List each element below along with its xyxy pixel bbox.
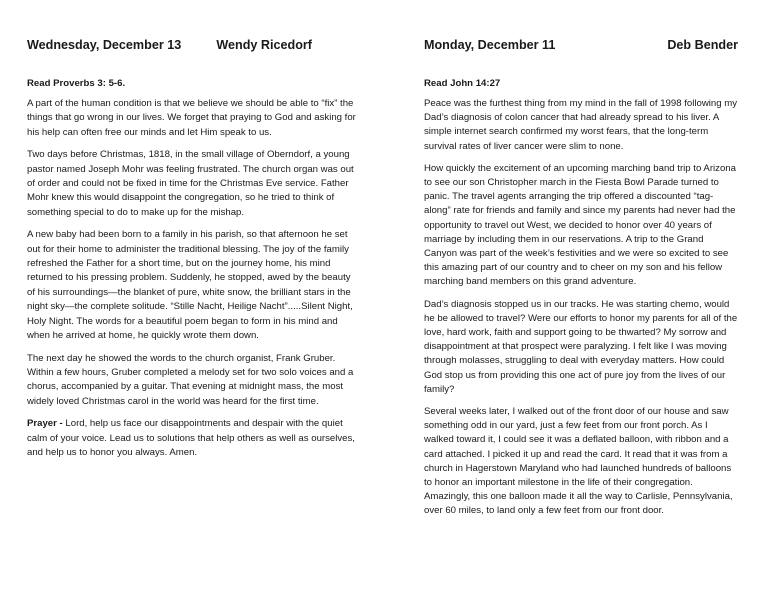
right-page-author: Deb Bender <box>667 38 738 52</box>
right-page-reading: Read John 14:27 <box>424 78 501 89</box>
right-paragraph-2: How quickly the excitement of an upcoming marching band trip to Arizona to see our son Christopher march in the Fiesta Bowl Parade turned to panic. The travel agents arranging the trip offered a discounted “tag-along” rate for friends and family and since my parents had never had the opportunity to travel out West, we decided to honor over 40 years of marriage by including them in our reservations. A trip to the Grand Canyon was part of the week’s festivities and we were so excited to see this amazing part of our country and to cheer on my son and his fellow marching band members on this grand adventure. <box>424 162 736 288</box>
right-paragraph-3: Dad’s diagnosis stopped us in our tracks. He was starting chemo, would he be allowed to travel? Were our efforts to honor my parents for all of the love, hard work, faith and support going to be thwarted? My sorrow and disappointment at that prospect were paralyzing. I felt like I was moving through molasses, struggling to deal with everyday matters. How could God stop us from providing this one act of pure joy from the lives of our family? <box>424 298 738 395</box>
right-page <box>396 0 768 594</box>
left-paragraph-1: A part of the human condition is that we believe we should be able to “fix” the things that go wrong in our lives. We forget that praying to God and asking for his help can often free our minds and let Him speak to us. <box>27 98 356 138</box>
left-page-date: Wednesday, December 13 <box>27 38 182 52</box>
prayer-text: Lord, help us face our disappointments and despair with the quiet calm of your voice. Lead us to solutions that help others as well as ourselves, and help us to honor you always. Amen. <box>27 418 355 458</box>
right-paragraph-1: Peace was the furthest thing from my mind in the fall of 1998 following my Dad’s diagnosis of colon cancer that had already spread to his liver. A simple internet search confirmed my worst fears, that the long-term survival rates of liver cancer were slim to none. <box>424 98 738 152</box>
left-page-reading: Read Proverbs 3: 5-6. <box>27 78 126 89</box>
prayer-paragraph <box>27 417 360 460</box>
left-paragraph-3: A new baby had been born to a family in his parish, so that afternoon he set out for their home to administer the traditional blessing. The joy of the family refreshed the Father for a short time, but on the journey home, his mind returned to his pressing problem. Suddenly, he stopped, awed by the beauty of his surroundings—the blanket of pure, white snow, the brilliant stars in the night sky—the complete solitude. “Stille Nacht, Heilige Nacht”.....Silent Night, Holy Night. The words for a beautiful poem began to form in his mind and when he arrived at home, he quickly wrote them down. <box>27 229 353 342</box>
left-paragraph-4: The next day he showed the words to the church organist, Frank Gruber. Within a few hours, Gruber completed a melody set for two solo voices and a chorus, accompanied by a guitar. That evening at midnight mass, the most widely loved Christmas carol in the world was heard for the first time. <box>27 352 354 407</box>
right-page-date: Monday, December 11 <box>424 38 556 52</box>
right-paragraph-4: Several weeks later, I walked out of the front door of our house and saw something odd in our yard, just a few feet from our front porch. As I walked toward it, I could see it was a deflated balloon, with ribbon and a card attached. I picked it up and read the card. It read that it was from a church in Hagerstown Maryland who had launched hundreds of balloons to honor an important milestone in the life of their congregation. Amazingly, this one balloon made it all the way to Carlisle, Pennsylvania, over 60 miles, to land only a few feet from our front door. <box>424 406 733 517</box>
prayer-label: Prayer - <box>27 418 63 430</box>
left-page-author: Wendy Ricedorf <box>216 38 312 52</box>
left-paragraph-2: Two days before Christmas, 1818, in the small village of Oberndorf, a young pastor named Joseph Mohr was feeling frustrated. The church organ was out of order and could not be fixed in time for the Christmas Eve service. Father Mohr knew this would disappoint the congregation, so he tried to think of something special to do to make up for the mishap. <box>27 149 354 218</box>
left-page-header <box>27 38 360 52</box>
left-page <box>0 0 380 594</box>
right-page-header <box>424 38 738 52</box>
